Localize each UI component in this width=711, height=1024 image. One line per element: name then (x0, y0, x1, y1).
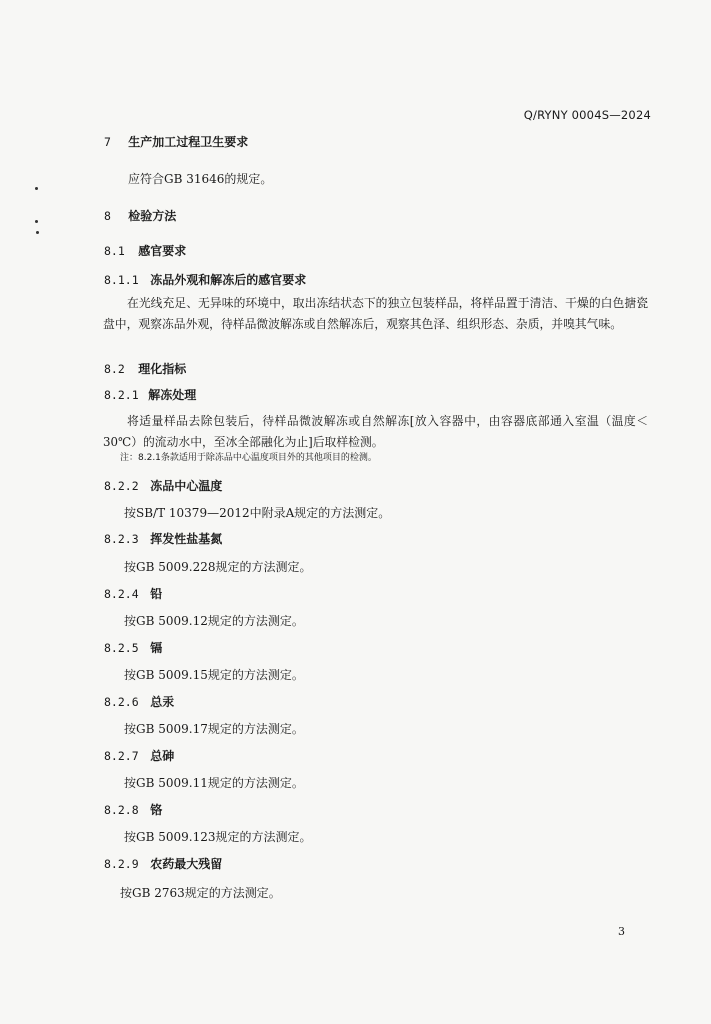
section-8-2-3-heading (104, 530, 222, 547)
section-title: 镉 (150, 641, 163, 655)
section-number: 7 (104, 135, 111, 149)
section-number: 8.2.2 (104, 479, 139, 493)
section-number: 8.2.7 (104, 749, 139, 763)
section-number: 8.1.1 (104, 273, 139, 287)
scan-mark (35, 187, 38, 190)
section-8-2-4-heading (104, 585, 162, 602)
scan-mark (36, 231, 39, 234)
section-8-2-1-text: 将适量样品去除包装后，待样品微波解冻或自然解冻[放入容器中，由容器底部通入室温（温度＜30℃）的流动水中，至冰全部融化为止]后取样检测。 (103, 414, 648, 449)
section-8-2-4-text: 按GB 5009.12规定的方法测定。 (124, 614, 304, 628)
section-8-2-8-text: 按GB 5009.123规定的方法测定。 (124, 830, 312, 844)
section-8-2-1-note: 注：8.2.1条款适用于除冻品中心温度项目外的其他项目的检测。 (120, 453, 377, 463)
section-title: 检验方法 (128, 209, 177, 223)
section-number: 8.2.4 (104, 587, 139, 601)
section-8-2-8-heading (104, 801, 162, 818)
section-8-1-heading (104, 242, 186, 259)
section-number: 8.1 (104, 244, 125, 258)
section-number: 8.2.5 (104, 641, 139, 655)
section-8-2-9-text: 按GB 2763规定的方法测定。 (120, 886, 281, 900)
section-7-text: 应符合GB 31646的规定。 (128, 172, 273, 186)
section-title: 铬 (150, 803, 163, 817)
section-8-heading (104, 207, 176, 224)
section-title: 总砷 (150, 749, 175, 763)
section-8-2-heading (104, 360, 186, 377)
doc-code: Q/RYNY 0004S—2024 (523, 108, 651, 122)
section-title: 理化指标 (138, 362, 187, 376)
section-title: 挥发性盐基氮 (150, 532, 223, 546)
section-8-1-1-text: 在光线充足、无异味的环境中，取出冻结状态下的独立包装样品，将样品置于清洁、干燥的白色搪瓷盘中，观察冻品外观，待样品微波解冻或自然解冻后，观察其色泽、组织形态、杂质，并嗅其气味。 (103, 296, 648, 331)
section-number: 8.2.1 (104, 388, 139, 402)
page-number: 3 (618, 925, 625, 938)
section-8-2-6-text: 按GB 5009.17规定的方法测定。 (124, 722, 304, 736)
section-number: 8.2.8 (104, 803, 139, 817)
section-8-1-1-heading (104, 271, 306, 288)
section-title: 生产加工过程卫生要求 (128, 135, 249, 149)
section-8-2-5-text: 按GB 5009.15规定的方法测定。 (124, 668, 304, 682)
section-title: 冻品外观和解冻后的感官要求 (150, 273, 307, 287)
section-title: 解冻处理 (148, 388, 197, 402)
section-title: 感官要求 (138, 244, 187, 258)
section-number: 8.2.3 (104, 532, 139, 546)
section-title: 铅 (150, 587, 163, 601)
scan-mark (35, 220, 38, 223)
section-number: 8.2 (104, 362, 125, 376)
section-8-2-2-heading (104, 477, 222, 494)
section-8-2-3-text: 按GB 5009.228规定的方法测定。 (124, 560, 312, 574)
section-number: 8 (104, 209, 111, 223)
section-8-2-7-heading (104, 747, 174, 764)
section-title: 总汞 (150, 695, 175, 709)
section-7-heading (104, 133, 248, 150)
section-8-2-6-heading (104, 693, 174, 710)
section-number: 8.2.6 (104, 695, 139, 709)
section-title: 农药最大残留 (150, 857, 223, 871)
section-8-2-9-heading (104, 855, 222, 872)
section-8-2-2-text: 按SB/T 10379—2012中附录A规定的方法测定。 (124, 506, 391, 520)
section-8-2-7-text: 按GB 5009.11规定的方法测定。 (124, 776, 304, 790)
section-number: 8.2.9 (104, 857, 139, 871)
section-title: 冻品中心温度 (150, 479, 223, 493)
section-8-2-1-heading (104, 386, 196, 403)
section-8-2-5-heading (104, 639, 162, 656)
